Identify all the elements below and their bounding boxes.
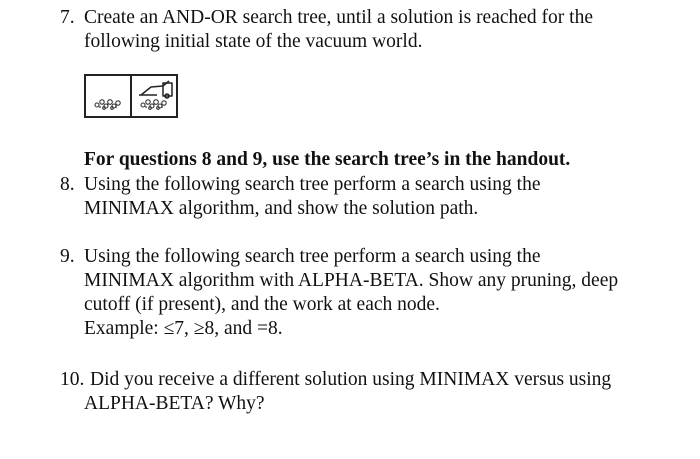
q8-line-2: MINIMAX algorithm, and show the solution path. xyxy=(84,198,479,219)
q8-number: 8. xyxy=(60,174,75,195)
q7-number: 7. xyxy=(60,7,75,28)
left-square xyxy=(86,76,130,116)
vacuum-world-diagram xyxy=(84,74,178,118)
q9-line-1: Using the following search tree perform a search using the xyxy=(84,246,541,267)
q9-line-3: cutoff (if present), and the work at each node. xyxy=(84,294,440,315)
handout-note: For questions 8 and 9, use the search tree’s in the handout. xyxy=(84,149,571,170)
q10-line-1: Did you receive a different solution using MINIMAX versus using xyxy=(90,369,612,390)
q10-number: 10. xyxy=(60,369,85,390)
q9-line-4: Example: ≤7, ≥8, and =8. xyxy=(84,318,283,339)
vacuum-icon xyxy=(135,77,175,99)
q7-line-2: following initial state of the vacuum world. xyxy=(84,31,423,52)
right-square xyxy=(130,76,176,116)
q9-number: 9. xyxy=(60,246,75,267)
q7-line-1: Create an AND-OR search tree, until a solution is reached for the xyxy=(84,7,593,28)
q8-line-1: Using the following search tree perform a search using the xyxy=(84,174,541,195)
q9-line-2: MINIMAX algorithm with ALPHA-BETA. Show any pruning, deep xyxy=(84,270,619,291)
q10-line-2: ALPHA-BETA? Why? xyxy=(84,393,265,414)
dirt-icon xyxy=(93,98,123,110)
dirt-icon xyxy=(139,98,169,110)
